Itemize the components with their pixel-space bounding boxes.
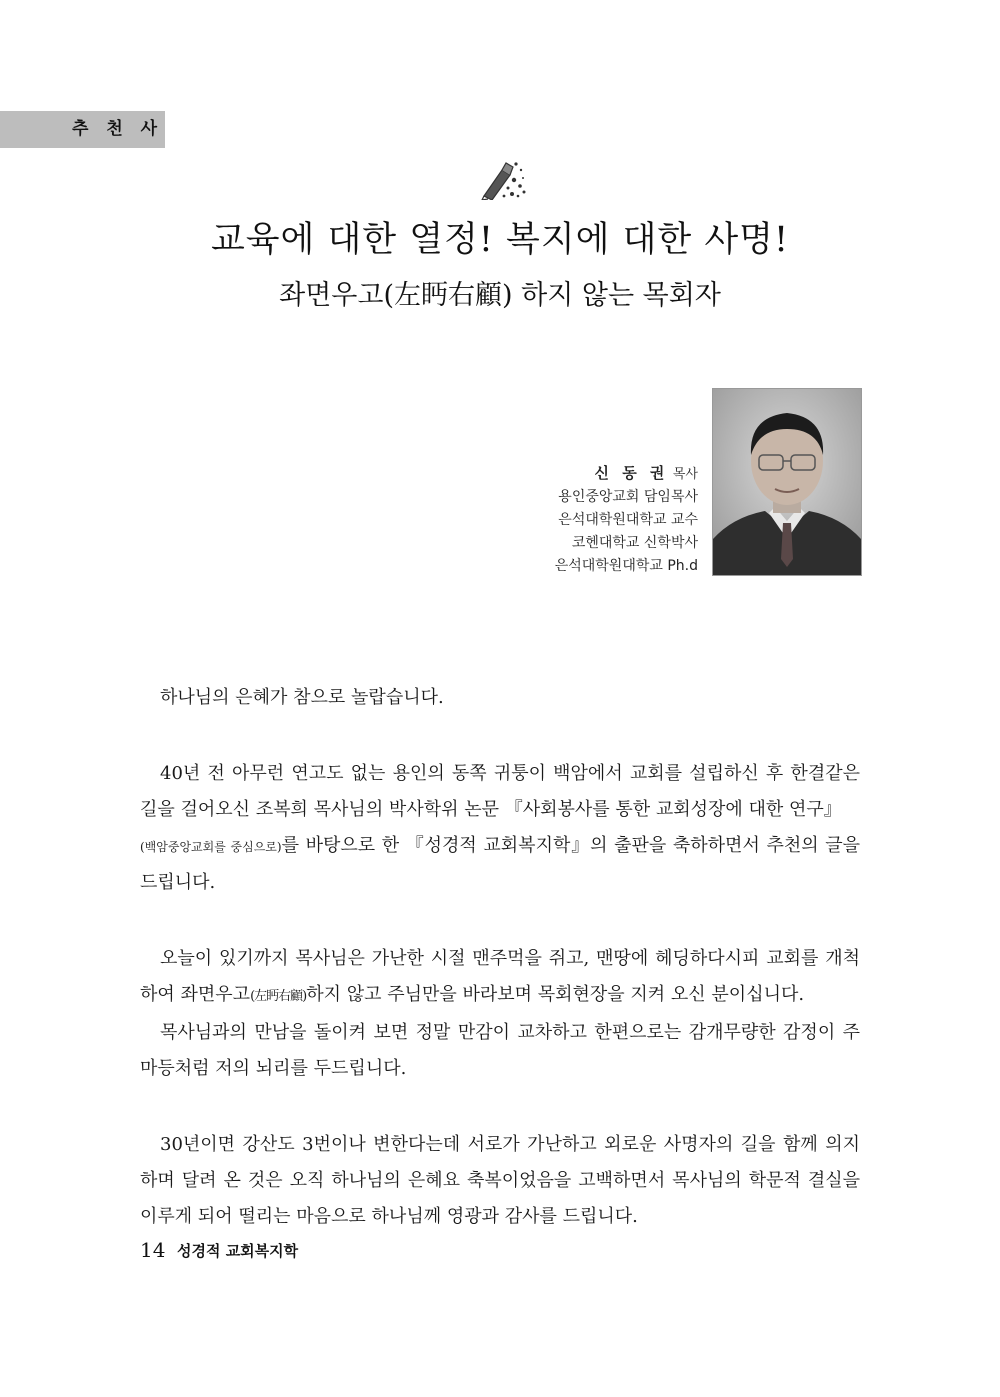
author-name-line	[555, 462, 698, 486]
author-honorific: 목사	[672, 467, 698, 482]
paragraph-text: 오늘이 있기까지 목사님은 가난한 시절 맨주먹을 쥐고, 맨땅에 헤딩하다시피 교회를 개척하여 좌면우고	[140, 948, 860, 1005]
running-footer-title: 성경적 교회복지학	[177, 1242, 299, 1260]
section-tab	[0, 111, 165, 148]
pencil-sparkle-icon	[476, 158, 528, 200]
paragraph-text: 를 바탕으로 한 『성경적 교회복지학』의 출판을 축하하면서 추천의 글을 드립니다.	[140, 835, 860, 893]
main-title: 교육에 대한 열정! 복지에 대한 사명!	[210, 220, 790, 260]
author-credential: 은석대학원대학교 Ph.d	[554, 558, 698, 574]
paragraph-text: 40년 전 아무런 연고도 없는 용인의 동쪽 귀퉁이 백암에서 교회를 설립하신 후 한결같은 길을 걸어오신 조복희 목사님의 박사학위 논문 『사회봉사를 통한 교회성장에 대한 연구』	[140, 763, 860, 820]
paragraph	[140, 756, 860, 901]
sub-title: 좌면우고(左眄右顧) 하지 않는 목회자	[279, 280, 721, 311]
paragraph: 30년이면 강산도 3번이나 변한다는데 서로가 가난하고 외로운 사명자의 길을 함께 의지하며 달려 온 것은 오직 하나님의 은혜요 축복이었음을 고백하면서 목사님의 학문적 결실을 이루게 되어 떨리는 마음으로 하나님께 영광과 감사를 드립니다.	[140, 1134, 860, 1227]
author-credential: 용인중앙교회 담임목사	[558, 489, 698, 505]
paragraph-note: (백암중앙교회를 중심으로)	[140, 840, 282, 854]
author-block	[555, 462, 698, 578]
paragraph: 목사님과의 만남을 돌이켜 보면 정말 만감이 교차하고 한편으로는 감개무량한 감정이 주마등처럼 저의 뇌리를 두드립니다.	[140, 1022, 860, 1079]
author-portrait	[713, 389, 861, 575]
paragraph-hanja: (左眄右顧)	[250, 989, 307, 1004]
portrait-illustration	[713, 389, 861, 575]
paragraph	[140, 941, 860, 1015]
author-credential: 은석대학원대학교 교수	[558, 512, 698, 528]
body-text	[140, 680, 860, 1275]
author-credential: 코헨대학교 신학박사	[571, 535, 698, 551]
paragraph-text: 하지 않고 주님만을 바라보며 목회현장을 지켜 오신 분이십니다.	[306, 984, 805, 1005]
author-name: 신 동 권	[594, 464, 669, 482]
paragraph: 하나님의 은혜가 참으로 놀랍습니다.	[160, 687, 444, 708]
page-number: 14	[140, 1238, 166, 1262]
section-tab-label: 추 천 사	[72, 119, 164, 139]
